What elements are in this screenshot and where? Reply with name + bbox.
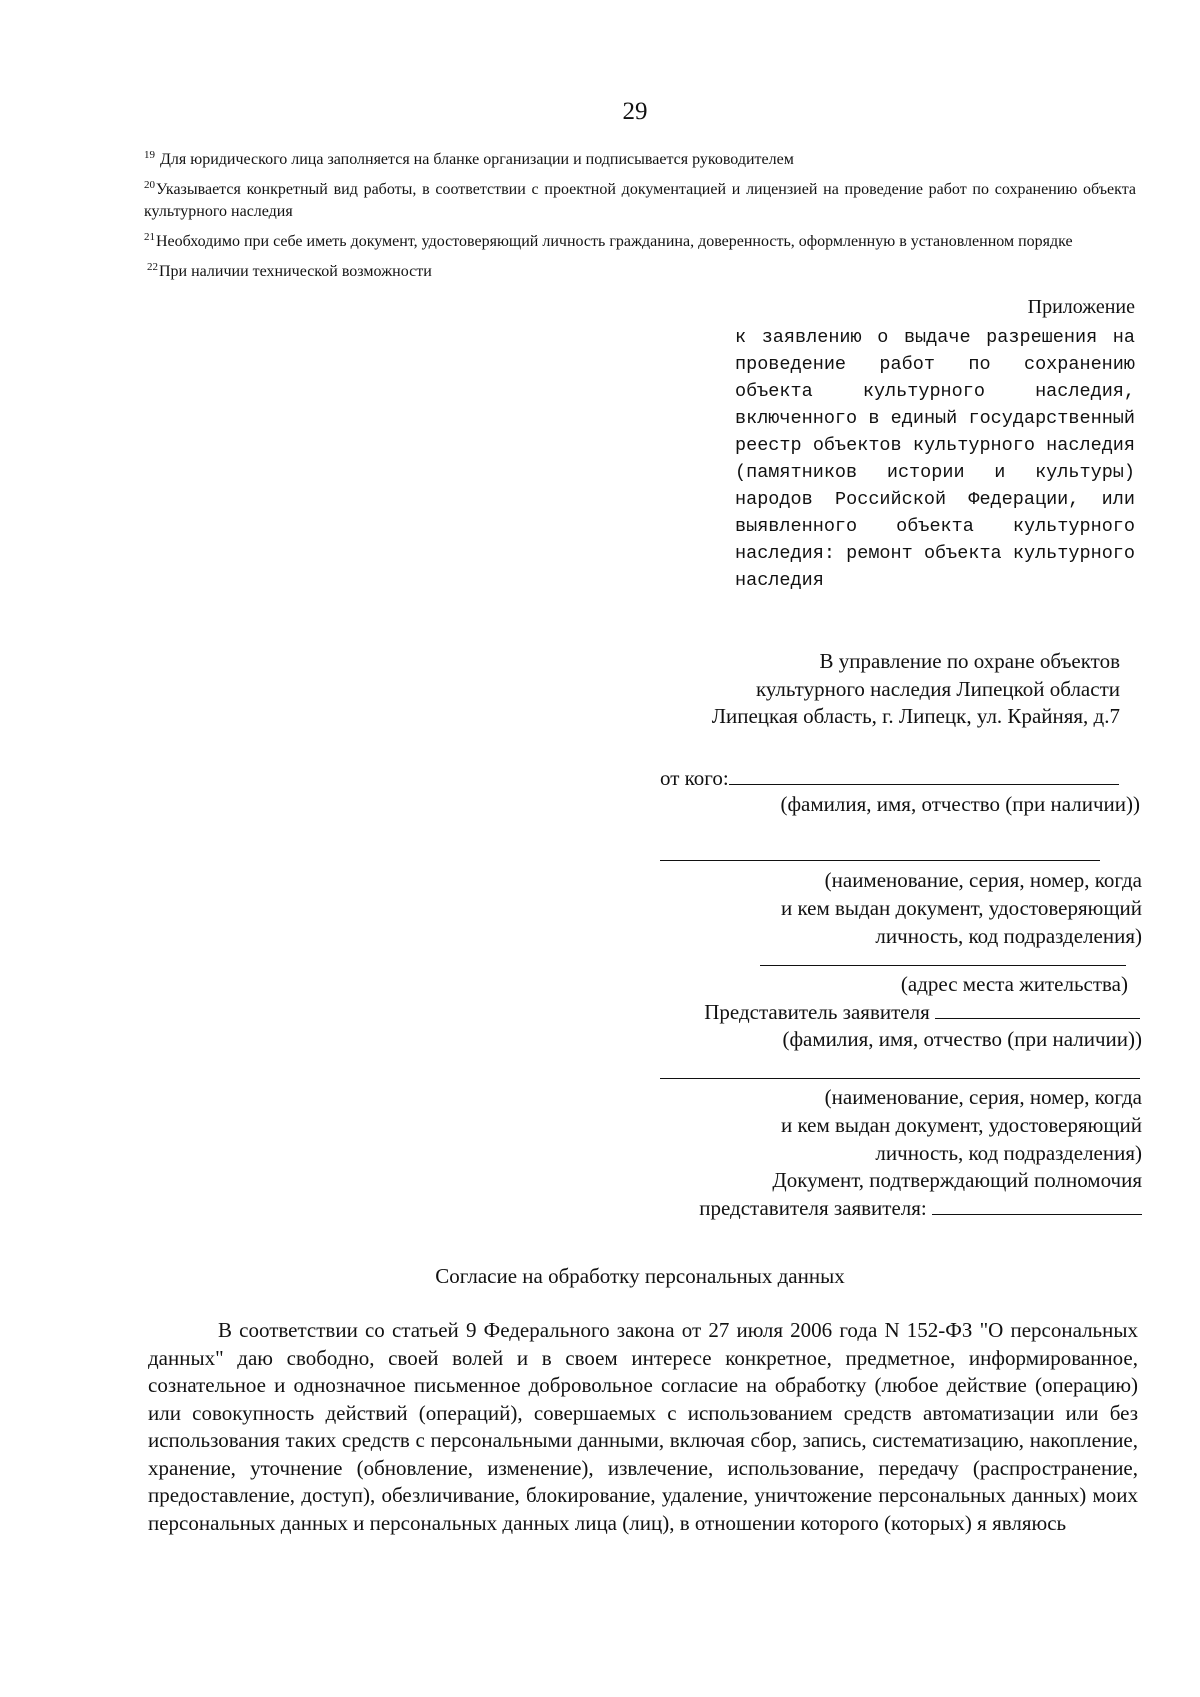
representative-row [640, 998, 1140, 1026]
document-field[interactable] [660, 860, 1100, 861]
representative-field[interactable] [935, 998, 1140, 1019]
footnote-marker: 22 [147, 261, 158, 273]
page-number: 29 [622, 98, 648, 125]
recipient-line-3: Липецкая область, г. Липецк, ул. Крайняя, д.7 [711, 704, 1120, 728]
address-hint: (адрес места жительства) [900, 972, 1128, 996]
recipient-line-1: В управление по охране объектов [819, 649, 1120, 673]
rep-document-hint-line-2: и кем выдан документ, удостоверяющий [780, 1113, 1142, 1137]
authority-line-2: представителя заявителя: [699, 1196, 927, 1220]
from-label: от кого: [660, 766, 729, 790]
footnote-20 [144, 174, 1136, 223]
document-hint-line-3: личность, код подразделения) [875, 924, 1142, 948]
rep-document-hint-line-1: (наименование, серия, номер, когда [824, 1085, 1142, 1109]
representative-document-hint [640, 1083, 1142, 1167]
representative-label: Представитель заявителя [704, 1000, 930, 1024]
document-hint-line-1: (наименование, серия, номер, когда [824, 868, 1142, 892]
representative-document-field[interactable] [660, 1078, 1140, 1079]
authority-line-2-row [640, 1194, 1142, 1222]
footnote-21 [144, 226, 1136, 253]
rep-document-hint-line-3: личность, код подразделения) [875, 1141, 1142, 1165]
footnote-text: Указывается конкретный вид работы, в соответствии с проектной документацией и лицензией на проведение работ по сохранению объекта культурного наследия [144, 181, 1136, 220]
recipient-block [640, 648, 1120, 731]
appendix-body: к заявлению о выдаче разрешения на проведение работ по сохранению объекта культурного наследия, включенного в единый государственный реестр объектов культурного наследия (памятников истории и культуры) народов Российской Федерации, или выявленного объекта культурного наследия: ремонт объекта культурного наследия [735, 327, 1135, 591]
document-hint-line-2: и кем выдан документ, удостоверяющий [780, 896, 1142, 920]
recipient-line-2: культурного наследия Липецкой области [755, 676, 1120, 701]
footnote-marker: 20 [144, 179, 155, 191]
consent-body: В соответствии со статьей 9 Федерального закона от 27 июля 2006 года N 152-ФЗ "О персональных данных" даю свободно, своей волей и в своем интересе конкретное, предметное, информированное, сознательное и однозначное письменное добровольное согласие на обработку (любое действие (операцию) или совокупность действий (операций), совершаемых с использованием средств автоматизации или без использования таких средств с персональными данными, включая сбор, запись, систематизацию, накопление, хранение, уточнение (обновление, изменение), извлечение, использование, передачу (распространение, предоставление, доступ), обезличивание, блокирование, удаление, уничтожение персональных данных) моих персональных данных и персональных данных лица (лиц), в отношении которого (которых) я являюсь [148, 1318, 1138, 1535]
authority-document [640, 1166, 1142, 1222]
consent-title: Согласие на обработку персональных данных [435, 1264, 845, 1288]
footnote-marker: 19 [144, 149, 155, 161]
footnote-19 [144, 144, 1136, 171]
footnote-text: При наличии технической возможности [159, 263, 432, 280]
footnote-text: Необходимо при себе иметь документ, удостоверяющий личность гражданина, доверенность, оформленную в установленном порядке [156, 233, 1073, 250]
from-field[interactable] [729, 764, 1119, 785]
authority-field[interactable] [932, 1194, 1142, 1215]
from-row [660, 764, 1140, 792]
address-field[interactable] [760, 965, 1126, 966]
footnotes [144, 144, 1136, 286]
footnote-text: Для юридического лица заполняется на бланке организации и подписывается руководителем [160, 151, 794, 168]
document-hint [640, 866, 1142, 950]
footnote-marker: 21 [144, 231, 155, 243]
fio-hint: (фамилия, имя, отчество (при наличии)) [780, 792, 1140, 816]
representative-fio-hint: (фамилия, имя, отчество (при наличии)) [782, 1027, 1142, 1051]
appendix-title: Приложение [1027, 296, 1135, 318]
authority-line-1: Документ, подтверждающий полномочия [772, 1168, 1142, 1192]
footnote-22 [144, 256, 1136, 283]
